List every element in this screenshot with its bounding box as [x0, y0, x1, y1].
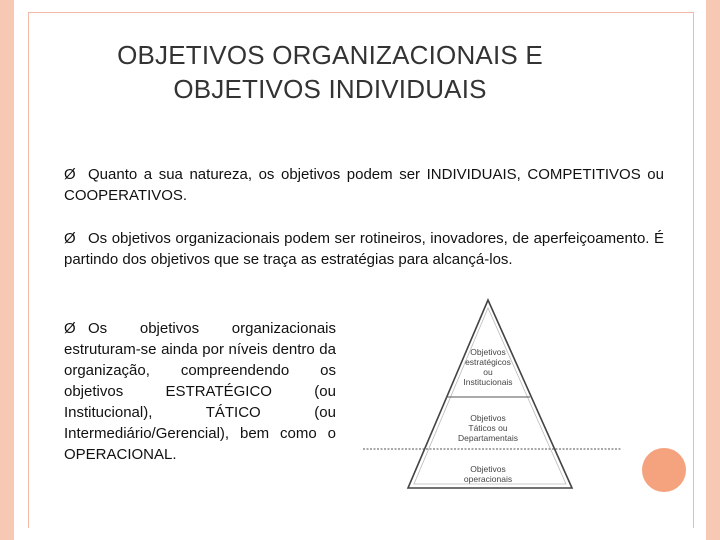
pyramid-middle-label-2: Táticos ou: [468, 423, 508, 433]
title-line-1: OBJETIVOS ORGANIZACIONAIS E: [117, 40, 543, 70]
pyramid-top-label-2: estratégicos: [465, 357, 511, 367]
decorative-orange-circle: [642, 448, 686, 492]
arrow-bullet-icon: Ø: [64, 320, 76, 337]
paragraph-text: Os objetivos organizacionais podem ser rotineiros, inovadores, de aperfeiçoamento. É partindo dos objetivos que se traça as estratégias para alcançá-los.: [64, 230, 664, 268]
title-line-2: OBJETIVOS INDIVIDUAIS: [173, 74, 487, 104]
arrow-bullet-icon: Ø: [64, 230, 76, 247]
arrow-bullet-icon: Ø: [64, 166, 76, 183]
pyramid-middle-label-1: Objetivos: [470, 413, 506, 423]
pyramid-bottom-label-1: Objetivos: [470, 464, 506, 474]
paragraph-text: Quanto a sua natureza, os objetivos podem ser INDIVIDUAIS, COMPETITIVOS ou COOPERATIVOS.: [64, 166, 664, 204]
pyramid-top-label-3: ou: [483, 367, 493, 377]
pyramid-top-label-4: Institucionais: [463, 377, 513, 387]
pyramid-bottom-label-2: operacionais: [463, 474, 513, 484]
pyramid-top-label-1: Objetivos: [470, 347, 506, 357]
pyramid-outline: [408, 300, 572, 488]
paragraph-text: Os objetivos organizacionais estruturam-se ainda por níveis dentro da organização, compreendendo os objetivos ESTRATÉGICO (ou Institucional), TÁTICO (ou Intermediário/Gerencial), bem como o OPERACIONAL.: [64, 320, 336, 463]
pyramid-middle-label-3: Departamentais: [457, 433, 519, 443]
